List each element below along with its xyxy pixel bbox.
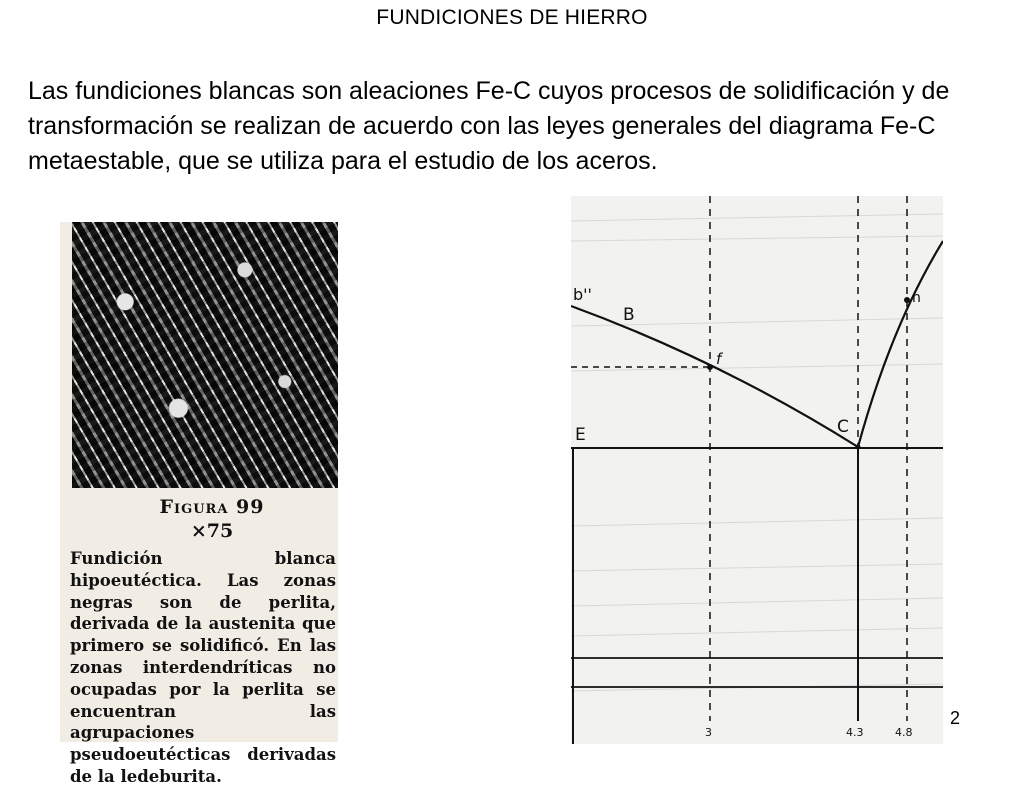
point-f xyxy=(707,364,713,370)
figure-caption: Fundición blanca hipoeutéctica. Las zonas negras son de perlita, derivada de la austenita que primero se solidificó. En las zonas interdendríticas no ocupadas por la perlita se encuentran las agrupaciones pseudoeutécticas derivadas de la ledeburita. xyxy=(70,549,336,786)
body-paragraph: Las fundiciones blancas son aleaciones Fe-C cuyos procesos de solidificación y de transformación se realizan de acuerdo con las leyes generales del diagrama Fe-C metaestable, que se utiliza para el estudio de los aceros. xyxy=(28,77,950,175)
figure-label: Figura 99 xyxy=(159,496,265,518)
x-tick-3: 3 xyxy=(705,726,712,739)
x-tick-4-8: 4.8 xyxy=(895,726,913,739)
page-number: 2 xyxy=(950,708,961,728)
label-f: f xyxy=(716,350,722,368)
fe-c-diagram-svg xyxy=(571,196,943,744)
point-c xyxy=(856,445,861,450)
fe-c-diagram xyxy=(571,196,943,744)
point-n xyxy=(904,297,910,303)
liquidus-curve-c-n xyxy=(858,241,943,447)
figure-scan xyxy=(60,222,338,786)
liquidus-curve-b-c xyxy=(571,306,858,447)
slide-title: FUNDICIONES DE HIERRO xyxy=(376,6,648,29)
label-B: B xyxy=(623,305,635,325)
label-b-double-prime: b'' xyxy=(573,285,592,304)
label-E: E xyxy=(575,425,586,445)
label-C: C xyxy=(837,417,849,437)
micrograph-image xyxy=(72,222,338,488)
label-n: n xyxy=(912,290,921,306)
x-tick-4-3: 4.3 xyxy=(846,726,864,739)
figure-magnification: ×75 xyxy=(190,520,234,542)
background-texture xyxy=(571,214,943,691)
figure-caption-block xyxy=(60,496,338,788)
